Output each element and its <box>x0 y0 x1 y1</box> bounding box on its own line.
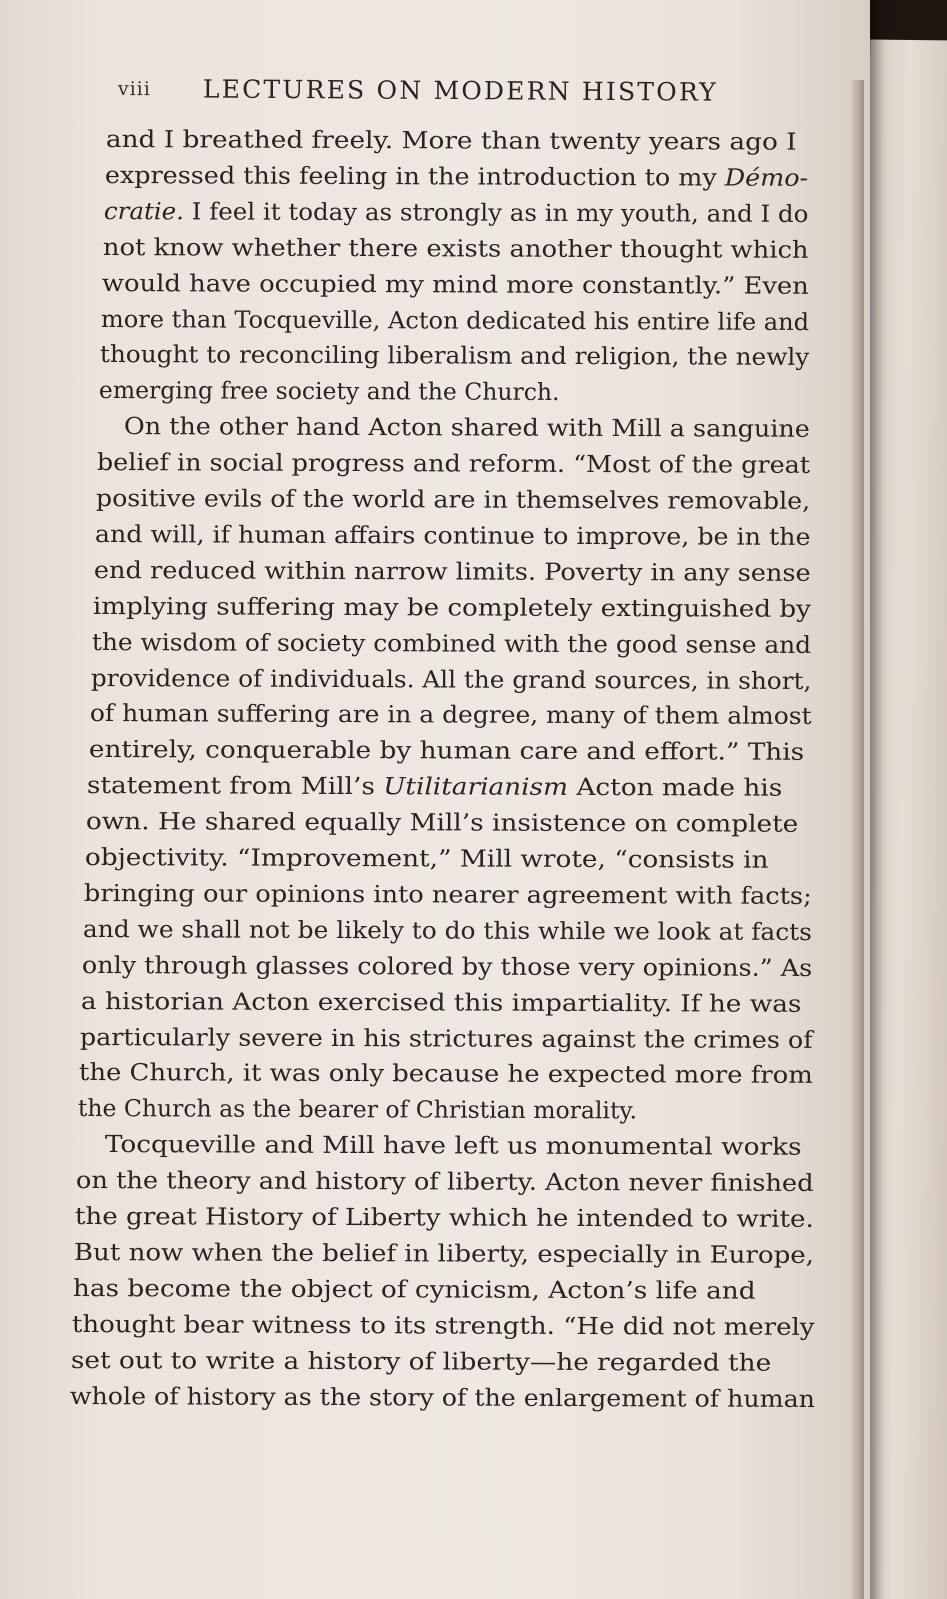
text-line <box>88 735 804 767</box>
text-line <box>104 160 809 192</box>
text-line <box>87 771 783 802</box>
text-segment: and we shall not be likely to do this while we look at facts <box>83 914 813 946</box>
text-line <box>80 1022 813 1054</box>
text-segment: On the other hand Acton shared with Mill a sanguine <box>123 412 810 443</box>
text-segment: of human suffering are in a degree, many of them almost <box>89 699 812 731</box>
text-segment: end reduced within narrow limits. Poverty in any sense <box>93 555 811 587</box>
text-line <box>105 1130 802 1161</box>
text-segment: But now when the belief in liberty, especially in Europe, <box>73 1237 815 1269</box>
text-line <box>75 1202 815 1233</box>
text-line <box>69 1381 816 1413</box>
text-segment: the Church as the bearer of Christian morality. <box>78 1094 638 1125</box>
text-line <box>98 376 560 407</box>
text-segment: statement from Mill’s <box>87 771 384 801</box>
text-segment: Acton made his <box>568 773 783 802</box>
text-line <box>83 914 813 946</box>
italic-text: Utilitarianism <box>383 772 569 802</box>
text-line <box>92 591 811 623</box>
text-segment: expressed this feeling in the introduction to my <box>104 160 725 192</box>
text-segment: thought to reconciling liberalism and religion, the newly <box>99 340 810 372</box>
text-line <box>81 986 802 1018</box>
text-segment: I feel it today as strongly as in my youth, and I do <box>183 197 809 228</box>
text-segment: objectivity. “Improvement,” Mill wrote, “consists in <box>85 843 770 874</box>
text-line <box>103 196 809 228</box>
text-line <box>86 807 799 838</box>
text-segment: and will, if human affairs continue to improve, be in the <box>94 519 811 551</box>
text-line <box>71 1309 815 1341</box>
text-line <box>94 519 811 551</box>
text-segment: particularly severe in his strictures against the crimes of <box>80 1022 813 1054</box>
text-segment: Tocqueville and Mill have left us monumental works <box>105 1130 802 1161</box>
text-segment: own. He shared equally Mill’s insistence on complete <box>86 807 799 838</box>
text-line <box>100 304 809 336</box>
italic-text: cratie. <box>103 196 184 226</box>
text-segment: on the theory and history of liberty. Acton never finished <box>76 1166 814 1198</box>
text-segment: whole of history as the story of the enlargement of human <box>69 1381 816 1413</box>
text-segment: entirely, conquerable by human care and effort.” This <box>88 735 804 767</box>
text-line <box>76 1166 814 1198</box>
text-line <box>95 484 810 515</box>
text-line <box>105 125 797 156</box>
text-line <box>101 268 809 300</box>
text-line <box>72 1273 756 1305</box>
text-line <box>89 699 812 731</box>
text-line <box>85 843 770 874</box>
text-line <box>91 627 811 659</box>
text-line <box>73 1237 815 1269</box>
text-segment: more than Tocqueville, Acton dedicated his entire life and <box>100 304 809 336</box>
italic-text: Démo- <box>724 163 809 192</box>
text-line <box>79 1058 814 1090</box>
text-segment: thought bear witness to its strength. “He did not merely <box>71 1309 815 1341</box>
text-segment: bringing our opinions into nearer agreement with facts; <box>84 878 813 910</box>
text-segment: and I breathed freely. More than twenty years ago I <box>105 125 797 156</box>
text-line <box>82 950 813 982</box>
text-segment: only through glasses colored by those very opinions.” As <box>82 950 813 982</box>
text-line <box>90 663 811 695</box>
text-segment: the great History of Liberty which he intended to write. <box>75 1202 815 1233</box>
text-line <box>70 1345 772 1377</box>
text-line <box>84 878 813 910</box>
text-segment: has become the object of cynicism, Acton’s life and <box>72 1273 756 1305</box>
running-title: LECTURES ON MODERN HISTORY <box>202 74 718 107</box>
text-segment: providence of individuals. All the grand sources, in short, <box>90 663 811 695</box>
text-line <box>123 412 810 443</box>
text-segment: positive evils of the world are in themselves removable, <box>95 484 810 515</box>
page-number: viii <box>117 77 151 101</box>
text-segment: belief in social progress and reform. “Most of the great <box>96 448 810 479</box>
text-line <box>78 1094 638 1125</box>
text-line <box>102 232 809 264</box>
text-segment: a historian Acton exercised this impartiality. If he was <box>81 986 802 1018</box>
running-header <box>118 74 758 118</box>
text-segment: not know whether there exists another thought which <box>102 232 809 264</box>
text-segment: emerging free society and the Church. <box>98 376 560 407</box>
text-line <box>99 340 810 372</box>
text-segment: implying suffering may be completely extinguished by <box>92 591 811 623</box>
text-segment: would have occupied my mind more constantly.” Even <box>101 268 809 300</box>
text-segment: the wisdom of society combined with the good sense and <box>91 627 811 659</box>
text-line <box>96 448 810 479</box>
text-line <box>93 555 811 587</box>
text-segment: the Church, it was only because he expected more from <box>79 1058 814 1090</box>
text-segment: set out to write a history of liberty—he regarded the <box>70 1345 772 1377</box>
